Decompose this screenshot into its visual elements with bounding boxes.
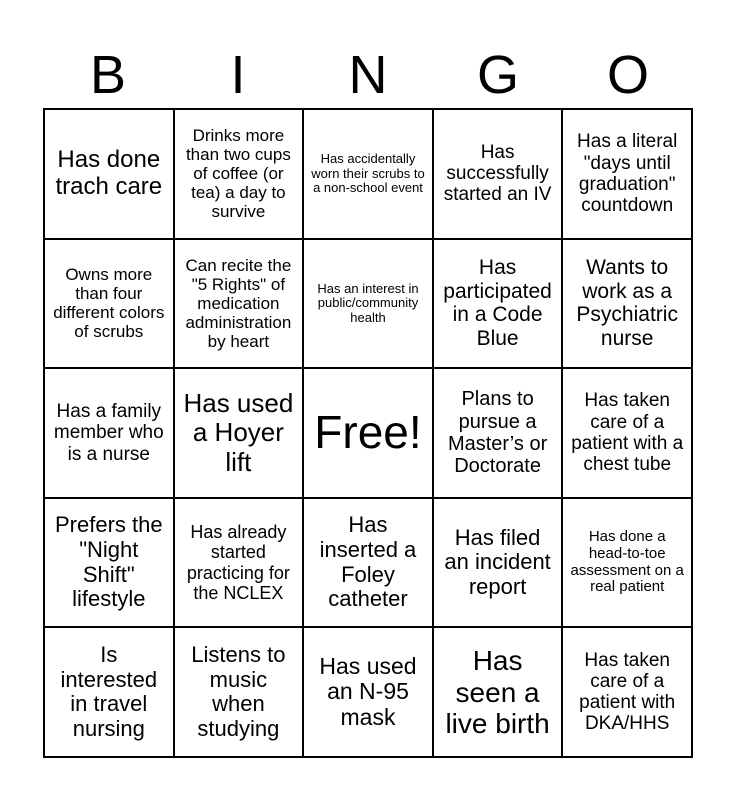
bingo-grid — [43, 108, 693, 758]
bingo-cell[interactable]: Has seen a live birth — [433, 627, 563, 757]
bingo-cell[interactable]: Has used an N-95 mask — [303, 627, 433, 757]
bingo-cell[interactable]: Has an interest in public/community health — [303, 239, 433, 369]
bingo-cell[interactable]: Prefers the "Night Shift" lifestyle — [44, 498, 174, 628]
bingo-cell[interactable]: Has a literal "days until graduation" countdown — [562, 109, 692, 239]
free-space[interactable]: Free! — [303, 368, 433, 498]
bingo-cell[interactable]: Has done a head-to-toe assessment on a real patient — [562, 498, 692, 628]
header-letter-o: O — [606, 45, 649, 105]
bingo-cell[interactable]: Wants to work as a Psychiatric nurse — [562, 239, 692, 369]
bingo-cell[interactable]: Has already started practicing for the NCLEX — [174, 498, 304, 628]
bingo-cell[interactable]: Is interested in travel nursing — [44, 627, 174, 757]
header-letter-i: I — [230, 45, 246, 105]
bingo-cell[interactable]: Has filed an incident report — [433, 498, 563, 628]
header-letter-g: G — [476, 45, 519, 105]
bingo-cell[interactable]: Drinks more than two cups of coffee (or tea) a day to survive — [174, 109, 304, 239]
bingo-cell[interactable]: Has taken care of a patient with a chest tube — [562, 368, 692, 498]
bingo-cell[interactable]: Has done trach care — [44, 109, 174, 239]
bingo-cell[interactable]: Has a family member who is a nurse — [44, 368, 174, 498]
bingo-cell[interactable]: Plans to pursue a Master’s or Doctorate — [433, 368, 563, 498]
bingo-cell[interactable]: Has participated in a Code Blue — [433, 239, 563, 369]
bingo-cell[interactable]: Has accidentally worn their scrubs to a non-school event — [303, 109, 433, 239]
bingo-cell[interactable]: Can recite the "5 Rights" of medication administration by heart — [174, 239, 304, 369]
header-letter-b: B — [89, 45, 127, 105]
header-letter-n: N — [348, 45, 388, 105]
bingo-cell[interactable]: Has used a Hoyer lift — [174, 368, 304, 498]
bingo-cell[interactable]: Owns more than four different colors of scrubs — [44, 239, 174, 369]
bingo-cell[interactable]: Has taken care of a patient with DKA/HHS — [562, 627, 692, 757]
bingo-header — [43, 42, 693, 108]
bingo-cell[interactable]: Listens to music when studying — [174, 627, 304, 757]
bingo-cell[interactable]: Has inserted a Foley catheter — [303, 498, 433, 628]
bingo-cell[interactable]: Has successfully started an IV — [433, 109, 563, 239]
